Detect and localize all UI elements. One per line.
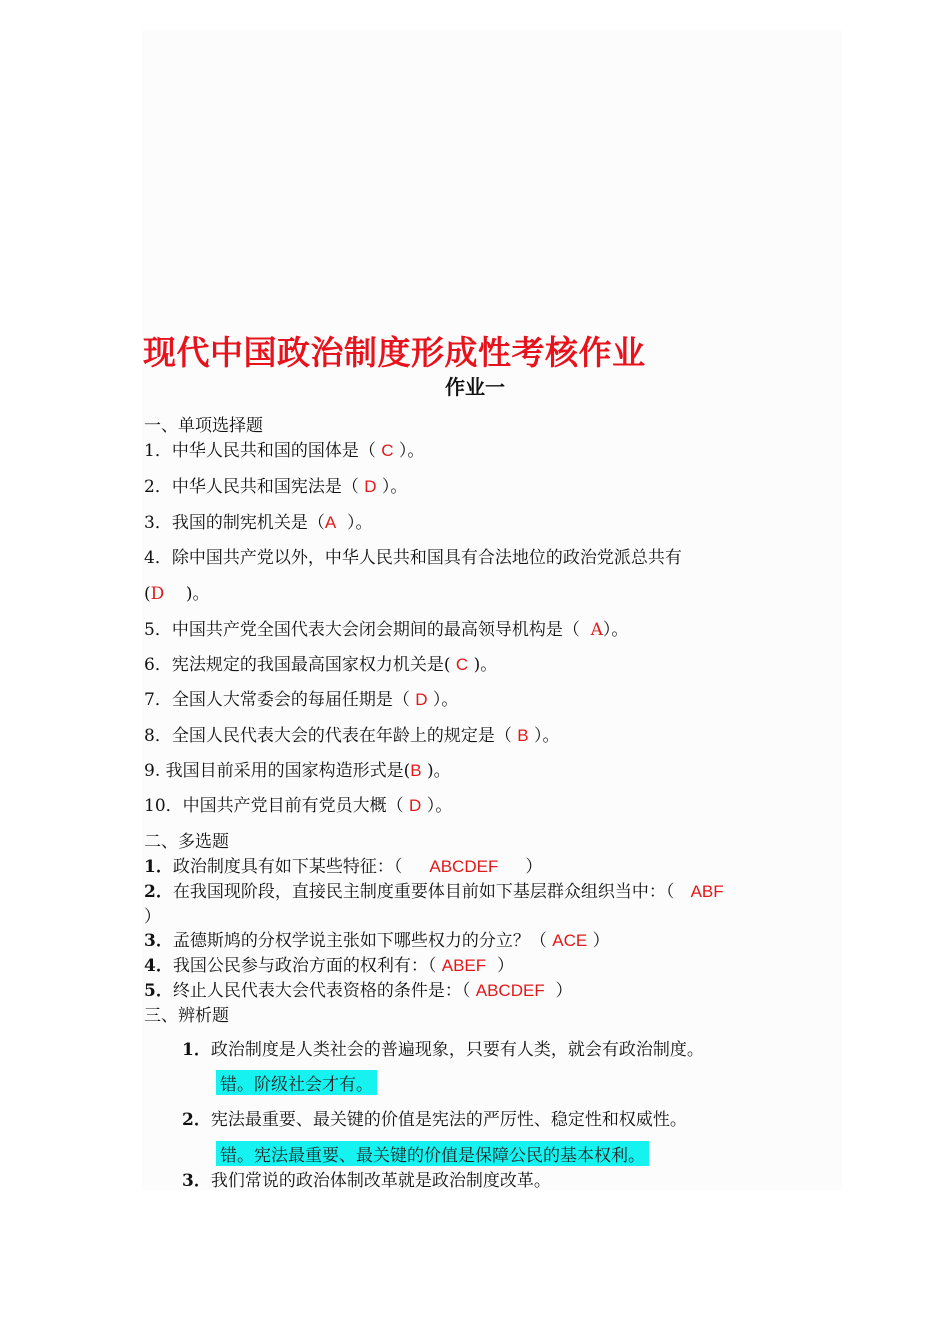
s1-question-6 xyxy=(144,650,497,675)
s2-question-2 xyxy=(144,877,724,902)
answer: ABEF xyxy=(441,956,487,975)
s1-question-10 xyxy=(144,791,452,816)
answer: D xyxy=(150,584,165,604)
answer: C xyxy=(381,441,394,460)
s1-question-7 xyxy=(144,685,458,710)
question-tail: ）。 xyxy=(381,477,408,497)
question-tail: ） xyxy=(525,857,543,877)
s2-question-2-cont: ） xyxy=(144,907,161,927)
question-number: 6． xyxy=(144,655,172,675)
question-number: 9. xyxy=(144,761,161,781)
question-number: 5． xyxy=(144,981,173,1001)
question-tail: ） xyxy=(496,956,514,976)
s1-question-4 xyxy=(144,543,682,568)
answer: B xyxy=(517,726,529,745)
question-text: 我国的制宪机关是（ xyxy=(171,513,325,533)
question-number: 3． xyxy=(144,513,172,533)
question-text: 终止人民代表大会代表资格的条件是：（ xyxy=(172,981,471,1001)
s1-question-8 xyxy=(144,721,559,746)
question-number: 7． xyxy=(144,690,172,710)
question-text: 政治制度具有如下某些特征：（ xyxy=(172,857,403,877)
question-tail: )。 xyxy=(473,655,498,675)
question-number: 4． xyxy=(144,956,173,976)
question-number: 8． xyxy=(144,726,172,746)
answer: ABCDEF xyxy=(475,981,545,1000)
answer: ACE xyxy=(552,931,588,950)
question-tail: ）。 xyxy=(426,796,453,816)
s2-question-4 xyxy=(144,951,514,976)
answer: A xyxy=(324,513,337,532)
question-text: 全国人大常委会的每届任期是（ xyxy=(171,690,410,710)
s2-question-5 xyxy=(144,976,573,1001)
question-text: 孟德斯鸠的分权学说主张如下哪些权力的分立？（ xyxy=(172,931,547,951)
question-number: 4． xyxy=(144,548,172,568)
question-text: 中国共产党全国代表大会闭会期间的最高领导机构是（ xyxy=(171,620,580,640)
s2-question-1 xyxy=(144,852,542,877)
s2-question-3 xyxy=(144,926,610,951)
question-tail: )。 xyxy=(185,584,210,604)
s3-question-3 xyxy=(182,1166,551,1191)
question-number: 3． xyxy=(144,931,173,951)
s1-question-5 xyxy=(144,615,628,640)
section3-heading: 三、辨析题 xyxy=(144,1006,229,1026)
question-text: 中华人民共和国宪法是（ xyxy=(171,477,359,497)
question-text: 全国人民代表大会的代表在年龄上的规定是（ xyxy=(171,726,512,746)
question-tail: ）。 xyxy=(432,690,459,710)
question-number: 2． xyxy=(182,1110,211,1130)
section2-heading: 二、多选题 xyxy=(144,832,229,852)
question-text: 我们常说的政治体制改革就是政治制度改革。 xyxy=(210,1171,551,1191)
question-tail: ）。 xyxy=(346,513,373,533)
answer: ABF xyxy=(690,882,724,901)
s3-question-2 xyxy=(182,1105,687,1130)
s3-answer-1-highlight: 错。阶级社会才有。 xyxy=(216,1070,377,1095)
question-tail: )。 xyxy=(427,761,451,781)
question-tail: ）。 xyxy=(602,620,629,640)
document-subtitle: 作业一 xyxy=(445,375,505,399)
question-tail: ）。 xyxy=(398,441,425,461)
question-text: 中华人民共和国的国体是（ xyxy=(171,441,376,461)
s1-question-1 xyxy=(144,436,424,461)
question-text: 宪法最重要、最关键的价值是宪法的严厉性、稳定性和权威性。 xyxy=(210,1110,687,1130)
question-number: 2． xyxy=(144,882,173,902)
answer: ABCDEF xyxy=(429,857,499,876)
answer: C xyxy=(455,655,469,674)
question-number: 1． xyxy=(144,441,172,461)
section1-heading: 一、单项选择题 xyxy=(144,416,263,436)
question-text: 政治制度是人类社会的普遍现象，只要有人类，就会有政治制度。 xyxy=(210,1040,704,1060)
answer: D xyxy=(409,796,422,815)
document-title: 现代中国政治制度形成性考核作业 xyxy=(143,333,646,372)
question-text: 我国目前采用的国家构造形式是( xyxy=(165,761,411,781)
question-text: 我国公民参与政治方面的权利有：（ xyxy=(172,956,437,976)
question-text: 在我国现阶段，直接民主制度重要体目前如下基层群众组织当中：（ xyxy=(172,882,675,902)
question-tail: ）。 xyxy=(533,726,560,746)
s3-answer-2-highlight: 错。宪法最重要、最关键的价值是保障公民的基本权利。 xyxy=(216,1141,649,1166)
answer: D xyxy=(415,690,428,709)
question-number: 2． xyxy=(144,477,172,497)
question-text: 除中国共产党以外，中华人民共和国具有合法地位的政治党派总共有 xyxy=(171,548,682,568)
s1-question-4-cont xyxy=(144,579,210,604)
page-background xyxy=(142,30,842,1190)
answer: A xyxy=(590,620,603,640)
question-number: 5． xyxy=(144,620,172,640)
question-number: 3． xyxy=(182,1171,211,1191)
question-text: 宪法规定的我国最高国家权力机关是( xyxy=(171,655,451,675)
question-text: ( xyxy=(144,584,151,604)
question-tail: ） xyxy=(592,931,610,951)
question-tail: ） xyxy=(555,981,573,1001)
answer: B xyxy=(410,761,422,780)
question-number: 1． xyxy=(144,857,173,877)
s1-question-3 xyxy=(144,508,372,533)
answer: D xyxy=(364,477,377,496)
s1-question-2 xyxy=(144,472,407,497)
question-number: 1． xyxy=(182,1040,211,1060)
question-text: 中国共产党目前有党员大概（ xyxy=(182,796,404,816)
s3-question-1 xyxy=(182,1035,704,1060)
s1-question-9 xyxy=(144,756,451,781)
question-number: 10． xyxy=(144,796,183,816)
